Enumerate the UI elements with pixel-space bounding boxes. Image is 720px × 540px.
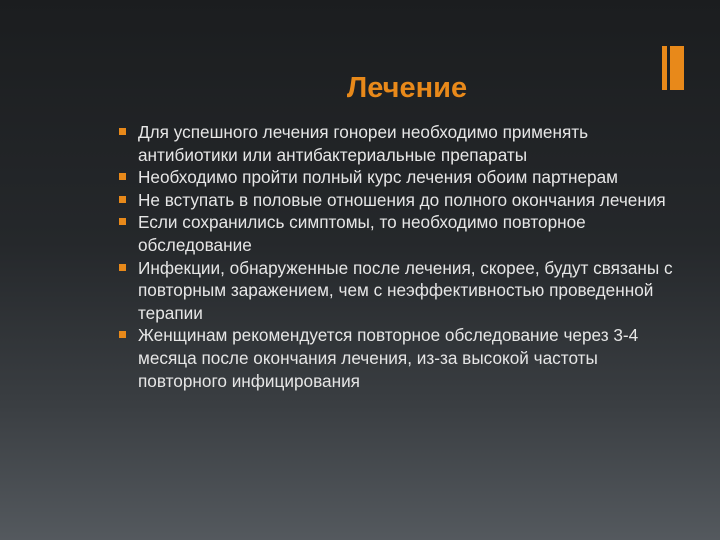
square-bullet-icon	[119, 128, 126, 135]
bullet-text: Не вступать в половые отношения до полного окончания лечения	[138, 189, 666, 210]
bullet-text: Необходимо пройти полный курс лечения обоим партнерам	[138, 167, 618, 188]
bullet-text: Для успешного лечения гонореи необходимо применять антибиотики или антибактериальные препараты	[138, 122, 589, 165]
slide-title: Лечение	[346, 72, 468, 104]
bullet-item	[118, 166, 678, 189]
bullet-text: Женщинам рекомендуется повторное обследование через 3-4 месяца после окончания лечения, из-за высокой частоты повторного инфицирования	[138, 325, 639, 391]
bullet-item	[118, 211, 678, 256]
bullet-item	[118, 257, 678, 325]
bullet-text: Инфекции, обнаруженные после лечения, скорее, будут связаны с повторным заражением, чем с неэффективностью проведенной терапии	[138, 257, 673, 323]
bullet-item	[118, 121, 678, 166]
square-bullet-icon	[119, 196, 126, 203]
bullet-item	[118, 324, 678, 392]
bullet-list	[118, 121, 678, 392]
bullet-text: Если сохранились симптомы, то необходимо повторное обследование	[138, 212, 586, 255]
square-bullet-icon	[119, 331, 126, 338]
bullet-item	[118, 189, 678, 212]
square-bullet-icon	[119, 218, 126, 225]
square-bullet-icon	[119, 264, 126, 271]
square-bullet-icon	[119, 173, 126, 180]
